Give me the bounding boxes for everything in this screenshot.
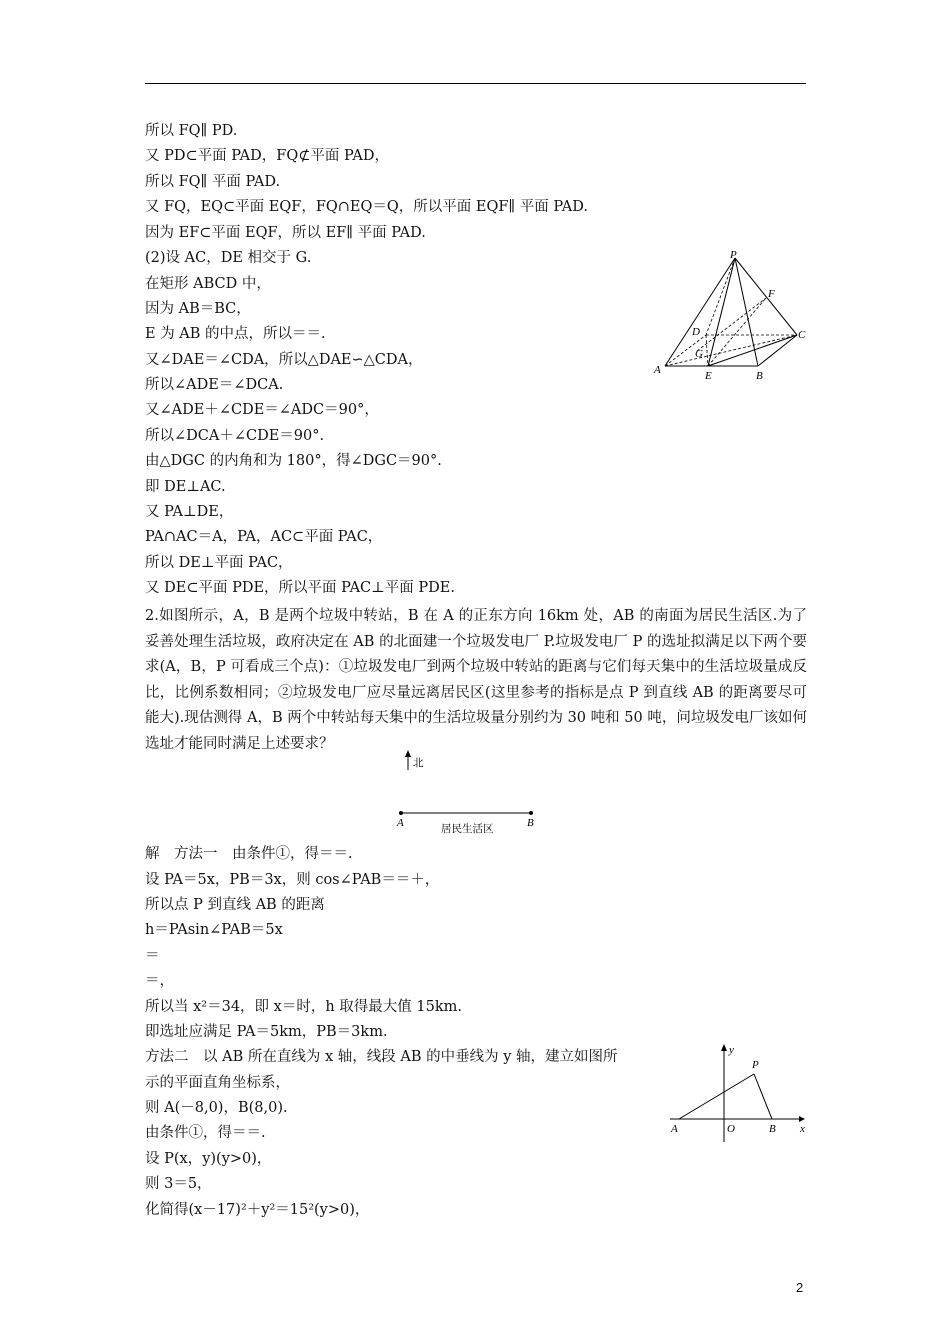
text-line: 所以 FQ∥ PD. [145,123,238,139]
label-a: A [671,1123,678,1135]
station-figure [390,750,550,838]
text-line: 则 A(－8,0)，B(8,0). [145,1100,288,1116]
residential-label: 居民生活区 [441,823,494,835]
text-line: E 为 AB 的中点，所以＝＝. [145,326,326,342]
text-line: 所以 FQ∥ 平面 PAD. [145,174,281,190]
label-b: B [527,817,534,829]
text-line: 由△DGC 的内角和为 180°，得∠DGC＝90°. [145,453,442,469]
text-line: 设 PA＝5x，PB＝3x，则 cos∠PAB＝＝＋， [145,872,440,888]
text-line: ＝ [145,948,160,964]
text-line: 化简得(x－17)²＋y²＝15²(y>0)， [145,1202,370,1218]
text-line: 因为 AB＝BC， [145,301,251,317]
header-rule [145,83,806,84]
north-label: 北 [413,757,424,769]
text-line: 又∠ADE＋∠CDE＝∠ADC＝90°， [145,402,379,418]
text-line: 所以∠DCA＋∠CDE＝90°. [145,428,325,444]
text-line: 设 P(x，y)(y>0)， [145,1151,272,1167]
text-line: 由条件①，得＝＝. [145,1125,266,1141]
label-a: A [397,817,404,829]
text-line: (2)设 AC，DE 相交于 G. [145,250,312,266]
label-y: y [729,1044,734,1056]
text-line: 即 DE⊥AC. [145,479,226,495]
label-p: P [752,1059,759,1071]
label-e: E [705,370,712,382]
label-c: C [798,329,806,341]
label-b: B [756,370,763,382]
pyramid-figure [650,248,815,383]
text-line: 即选址应满足 PA＝5km，PB＝3km. [145,1024,388,1040]
page-number: 2 [796,1280,804,1295]
label-a: A [654,364,661,376]
label-f: F [768,288,775,300]
text-line: 所以 DE⊥平面 PAC， [145,555,293,571]
label-g: G [695,348,703,360]
problem-2: 2.如图所示，A，B 是两个垃圾中转站，B 在 A 的正东方向 16km 处，AB 的南面为居民生活区.为了妥善处理生活垃圾，政府决定在 AB 的北面建一个垃圾发电厂 P.垃圾发电厂 P 的选址拟满足以下两个要求(A，B，P 可看成三个点)：①垃圾发电厂到两个垃圾中转站的距离与它们每天集中的生活垃圾量成反比，比例系数相同；②垃圾发电厂应尽量远离居民区(这里参考的指标是点 P 到直线 AB 的距离要尽可能大).现估测得 A，B 两个中转站每天集中的生活垃圾量分别约为 30 吨和 50 吨，问垃圾发电厂该如何选址才能同时满足上述要求？ [145,608,807,752]
label-x: x [800,1123,805,1135]
text-line: 所以当 x²＝34，即 x＝时，h 取得最大值 15km. [145,999,462,1015]
text-line: 则 3＝5， [145,1176,212,1192]
text-line: 又∠DAE＝∠CDA，所以△DAE∽△CDA， [145,352,423,368]
label-d: D [692,326,700,338]
text-line: 在矩形 ABCD 中， [145,276,271,292]
text-line: 因为 EF⊂平面 EQF，所以 EF∥ 平面 PAD. [145,225,426,241]
text-line: 又 DE⊂平面 PDE，所以平面 PAC⊥平面 PDE. [145,580,455,596]
text-line: 方法二 以 AB 所在直线为 x 轴，线段 AB 的中垂线为 y 轴，建立如图所 [145,1049,618,1065]
text-line: PA∩AC＝A，PA，AC⊂平面 PAC， [145,529,383,545]
text-line: 又 PD⊂平面 PAD，FQ⊄平面 PAD， [145,148,390,164]
label-p: P [730,249,737,261]
text-line: 所以∠ADE＝∠DCA. [145,377,284,393]
text-line: 示的平面直角坐标系， [145,1075,290,1091]
text-line: h＝PAsin∠PAB＝5x [145,922,283,938]
coordinate-figure [662,1040,812,1145]
text-line: 解 方法一 由条件①，得＝＝. [145,846,353,862]
text-line: 所以点 P 到直线 AB 的距离 [145,897,325,913]
text-line: 又 PA⊥DE， [145,504,234,520]
label-o: O [727,1123,735,1135]
text-line: ＝， [145,973,174,989]
label-b: B [769,1123,776,1135]
text-line: 又 FQ，EQ⊂平面 EQF，FQ∩EQ＝Q，所以平面 EQF∥ 平面 PAD. [145,199,588,215]
